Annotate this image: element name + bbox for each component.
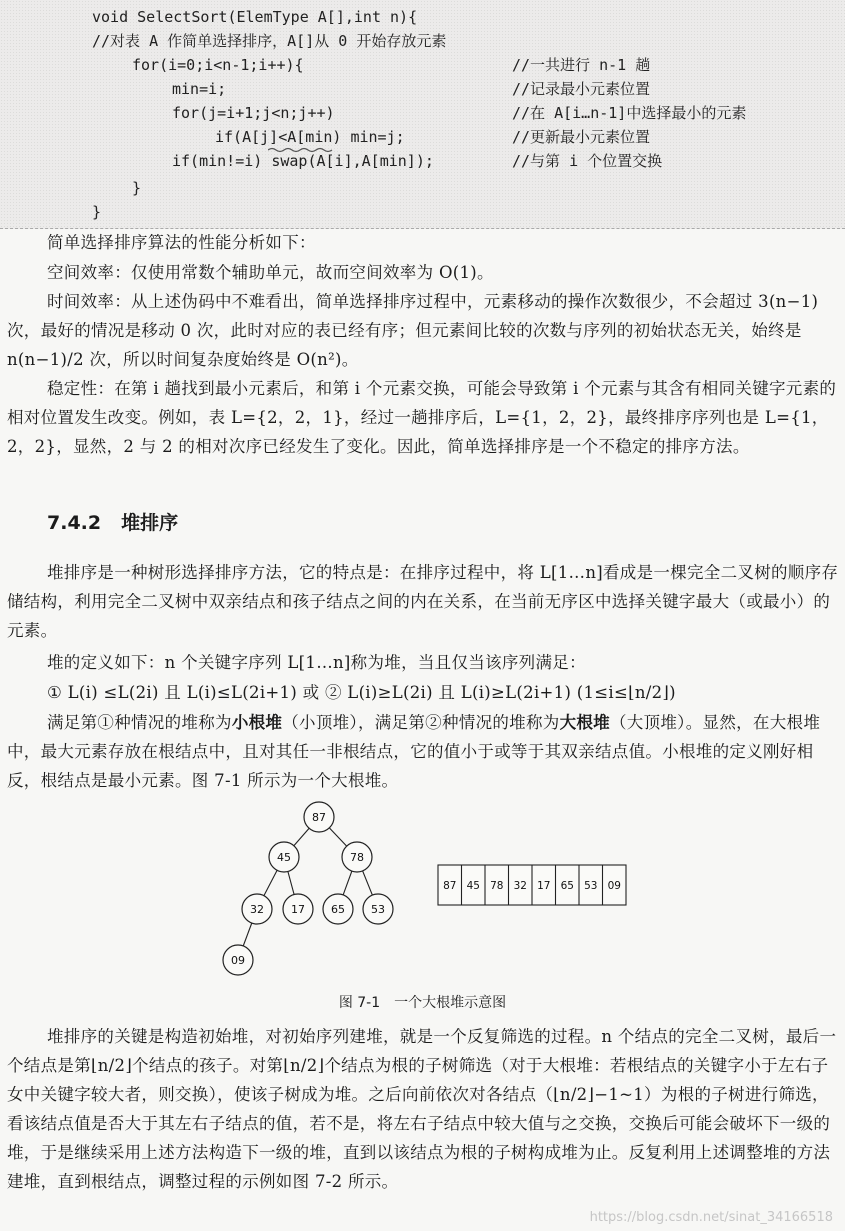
tree-node-label: 65 [331,903,345,916]
array-cell: 78 [490,880,504,892]
array-cell: 53 [584,880,598,892]
array-cell: 87 [443,880,457,892]
stability: 稳定性：在第 i 趟找到最小元素后，和第 i 个元素交换，可能会导致第 i 个元素与其含有相同关键字元素的相对位置发生改变。例如，表 L={2，2，1}，经过一趟排序后，L={1，2，2}，最终排序序列也是 L={1，2，2}，显然，2 与 2 的相对次序已经发生了变化。因此，简单选择排序是一个不稳定的排序方法。 [7,379,837,456]
code-comment: //在 A[i…n-1]中选择最小的元素 [512,104,747,122]
code-line: for(i=0;i<n-1;i++){ [132,56,304,74]
code-block [0,0,845,229]
array-cell: 09 [607,880,621,892]
code-comment: //一共进行 n-1 趟 [512,56,651,74]
tree-node-label: 53 [371,903,385,916]
array-cell: 65 [560,880,574,892]
array-cell: 17 [537,880,551,892]
analysis-intro: 简单选择排序算法的性能分析如下： [47,233,316,252]
code-line: if(A[j]<A[min) min=j; [215,128,405,146]
section-number: 7.4.2 [47,512,102,534]
code-line: //对表 A 作简单选择排序，A[]从 0 开始存放元素 [92,32,447,50]
code-line: void SelectSort(ElemType A[],int n){ [92,8,418,26]
heap-definition: 堆的定义如下：n 个关键字序列 L[1…n]称为堆，当且仅当该序列满足： [47,653,586,672]
caption-number: 图 7-1 [338,995,381,1011]
array-cell: 45 [466,880,480,892]
tree-node-label: 45 [277,851,291,864]
section-heading [47,508,178,535]
text-run: （大顶堆）。显然，在大根堆中，最大元素存放在根结点中，且对其任一非根结点，它的值小于或等于其双亲结点值。小根堆的定义刚好相反，根结点是最小元素。图 7-1 所示为一个大根堆。 [7,713,821,790]
space-efficiency: 空间效率：仅使用常数个辅助单元，故而空间效率为 O(1)。 [47,263,494,282]
code-comment: //与第 i 个位置交换 [512,152,663,170]
handwritten-underline [268,147,334,153]
code-line: } [132,179,142,197]
tree-node-label: 32 [250,903,264,916]
code-line: } [92,203,102,221]
code-line: min=i; [172,80,227,98]
array-cell: 32 [513,880,527,892]
heap-figure [0,795,845,980]
time-efficiency: 时间效率：从上述伪码中不难看出，简单选择排序过程中，元素移动的操作次数很少，不会超过 3(n−1)次，最好的情况是移动 0 次，此时对应的表已经有序；但元素间比较的次数与序列的初始状态无关，始终是 n(n−1)/2 次，所以时间复杂度始终是 O(n²)。 [7,292,819,369]
code-comment: //更新最小元素位置 [512,128,651,146]
heap-intro: 堆排序是一种树形选择排序方法，它的特点是：在排序过程中，将 L[1…n]看成是一棵完全二叉树的顺序存储结构，利用完全二叉树中双亲结点和孩子结点之间的内在关系，在当前无序区中选择关键字最大（或最小）的元素。 [7,563,839,640]
text-run: （小顶堆），满足第②种情况的堆称为 [282,713,560,732]
section-title: 堆排序 [121,512,179,534]
heap-formula: ① L(i) ≤L(2i) 且 L(i)≤L(2i+1) 或 ② L(i)≥L(2i) 且 L(i)≥L(2i+1) (1≤i≤⌊n/2⌋) [47,683,676,702]
heap-build-paragraph: 堆排序的关键是构造初始堆，对初始序列建堆，就是一个反复筛选的过程。n 个结点的完全二叉树，最后一个结点是第⌊n/2⌋个结点的孩子。对第⌊n/2⌋个结点为根的子树筛选（对于大根堆：若根结点的关键字小于左右子女中关键字较大者，则交换），使该子树成为堆。之后向前依次对各结点（⌊n/2⌋−1~1）为根的子树进行筛选，看该结点值是否大于其左右子结点的值，若不是，将左右子结点中较大值与之交换，交换后可能会破坏下一级的堆，于是继续采用上述方法构造下一级的堆，直到以该结点为根的子树构成堆为止。反复利用上述调整堆的方法建堆，直到根结点，调整过程的示例如图 7-2 所示。 [7,1027,837,1191]
term-min-heap: 小根堆 [231,713,283,732]
caption-text: 一个大根堆示意图 [394,995,507,1011]
tree-node-label: 87 [312,811,326,824]
code-line: if(min!=i) swap(A[i],A[min]); [172,152,434,170]
code-comment: //记录最小元素位置 [512,80,651,98]
text-run: 满足第①种情况的堆称为 [47,713,232,732]
heap-types [7,708,845,795]
figure-caption [0,992,845,1012]
code-line: for(j=i+1;j<n;j++) [172,104,335,122]
term-max-heap: 大根堆 [559,713,610,732]
watermark: https://blog.csdn.net/sinat_34166518 [589,1210,833,1225]
tree-node-label: 09 [231,954,245,967]
tree-node-label: 78 [350,851,364,864]
tree-node-label: 17 [291,903,305,916]
